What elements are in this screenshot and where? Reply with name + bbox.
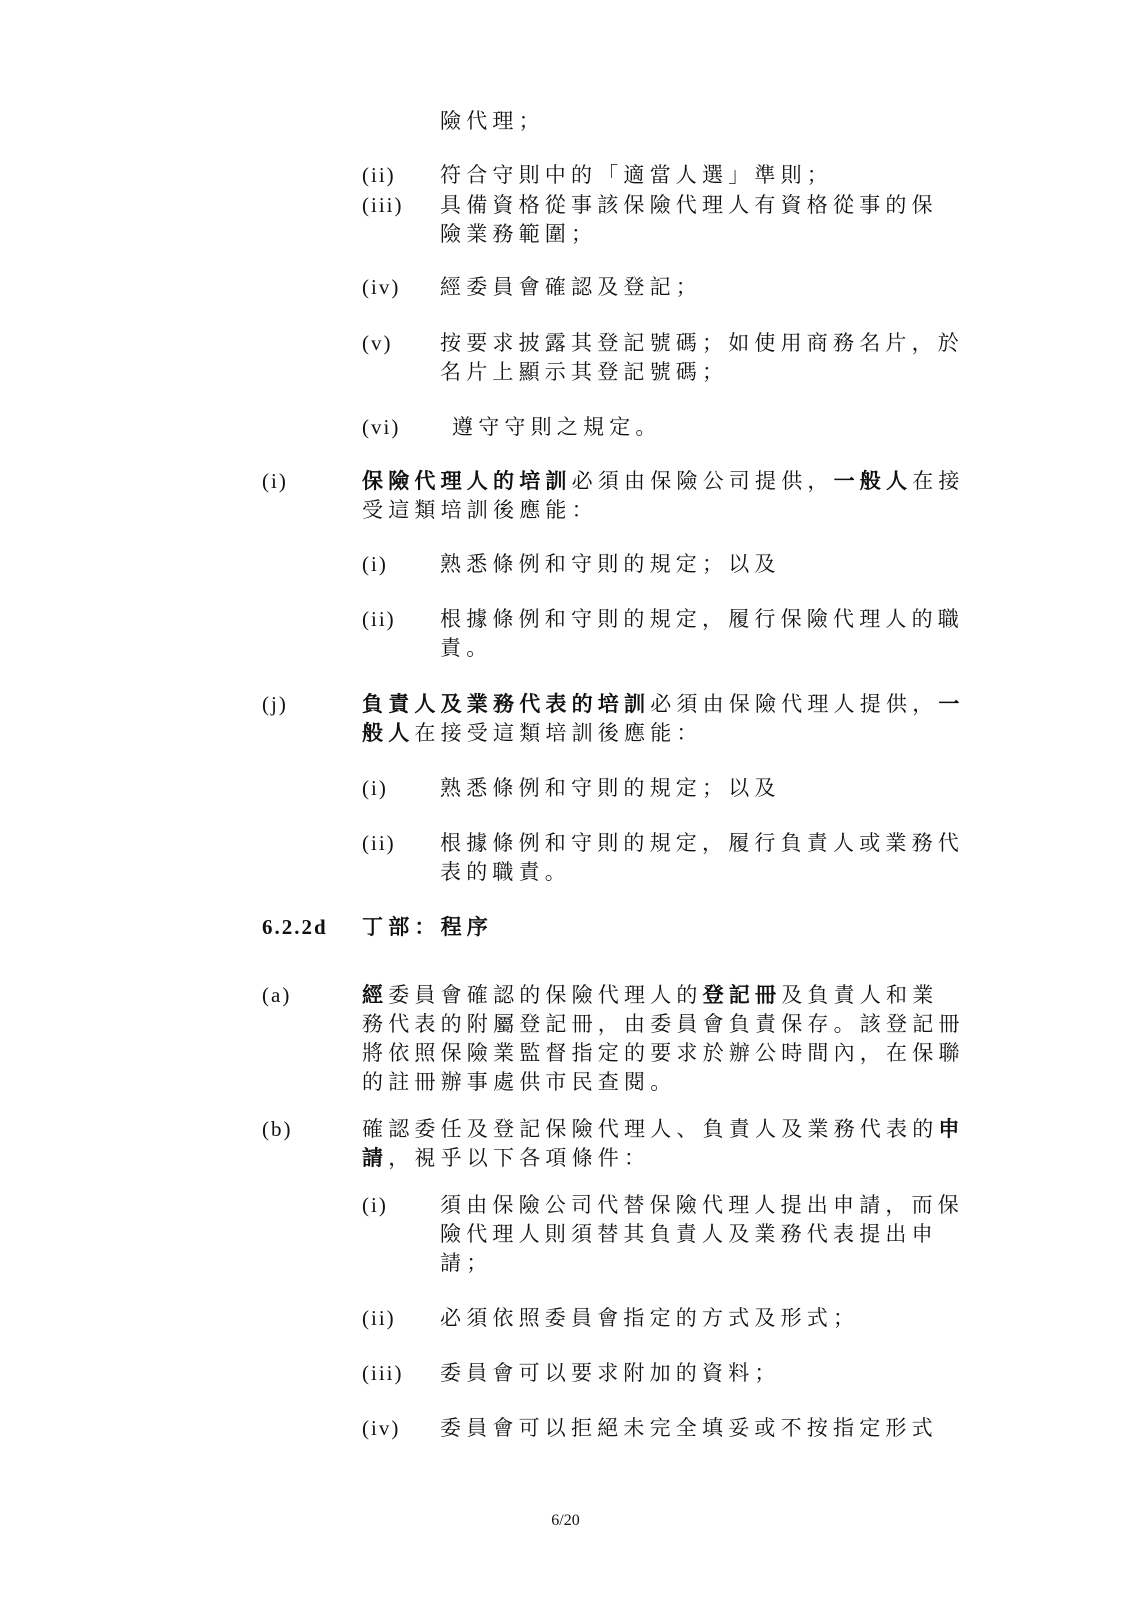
text-line: 符合守則中的「適當人選」準則； [440, 163, 833, 187]
text-run: 在接 [912, 469, 965, 493]
text-line: 將依照保險業監督指定的要求於辦公時間內，在保聯 [362, 1041, 965, 1065]
item-number: (iii) [362, 1361, 404, 1385]
text-line: 按要求披露其登記號碼；如使用商務名片，於 [440, 331, 964, 355]
item-number: (i) [362, 1193, 388, 1217]
text-line: 表的職責。 [440, 860, 571, 884]
text-line: 務代表的附屬登記冊，由委員會負責保存。該登記冊 [362, 1012, 965, 1036]
item-number: (ii) [362, 1306, 396, 1330]
bold-term: 一般人 [833, 468, 913, 493]
text-line: 委員會可以拒絕未完全填妥或不按指定形式 [440, 1416, 938, 1440]
text-line: 的註冊辦事處供市民查閱。 [362, 1070, 677, 1094]
bold-term: 請 [362, 1145, 389, 1170]
text-line: 須由保險公司代替保險代理人提出申請，而保 [440, 1193, 964, 1217]
text-run: 委員會確認的保險代理人的 [388, 983, 703, 1007]
text-line [362, 718, 703, 748]
item-number: (iv) [362, 275, 401, 299]
text-line [362, 689, 965, 719]
bold-term: 負責人及業務代表的培訓 [362, 691, 651, 716]
text-line: 根據條例和守則的規定，履行負責人或業務代 [440, 831, 964, 855]
text-line: 險業務範圍； [440, 222, 598, 246]
clause-number: (j) [262, 692, 288, 716]
item-number: (ii) [362, 607, 396, 631]
item-number: (iv) [362, 1416, 401, 1440]
bold-term: 經 [362, 982, 389, 1007]
text-line: 遵守守則之規定。 [452, 415, 662, 439]
text-line: 熟悉條例和守則的規定；以及 [440, 552, 781, 576]
text-run: 必須由保險代理人提供， [650, 692, 939, 716]
item-number: (i) [362, 552, 388, 576]
clause-number: (a) [262, 983, 292, 1007]
item-number: (ii) [362, 831, 396, 855]
clause-number: (b) [262, 1117, 293, 1141]
item-number: (ii) [362, 163, 396, 187]
section-number: 6.2.2d [262, 915, 328, 939]
text-line: 熟悉條例和守則的規定；以及 [440, 776, 781, 800]
text-line: 根據條例和守則的規定，履行保險代理人的職 [440, 607, 964, 631]
text-run: ，視乎以下各項條件： [388, 1146, 651, 1170]
bold-term: 登記冊 [702, 982, 782, 1007]
text-line: 險代理； [440, 109, 545, 133]
item-number: (v) [362, 331, 393, 355]
text-line [362, 1143, 650, 1173]
item-number: (i) [362, 776, 388, 800]
text-line [362, 466, 965, 496]
text-run: 確認委任及登記保險代理人、負責人及業務代表的 [362, 1117, 939, 1141]
bold-term: 申 [938, 1116, 965, 1141]
text-line: 請； [440, 1251, 493, 1275]
page-number: 6/20 [551, 1512, 580, 1529]
text-line: 經委員會確認及登記； [440, 275, 702, 299]
text-line: 責。 [440, 636, 493, 660]
bold-term: 般人 [362, 720, 415, 745]
text-line: 委員會可以要求附加的資料； [440, 1361, 781, 1385]
bold-term: 保險代理人的培訓 [362, 468, 572, 493]
text-run: 必須由保險公司提供， [571, 469, 834, 493]
text-line: 險代理人則須替其負責人及業務代表提出申 [440, 1222, 938, 1246]
item-number: (iii) [362, 193, 404, 217]
text-line [362, 1114, 965, 1144]
clause-number: (i) [262, 469, 288, 493]
bold-term: 一 [938, 691, 965, 716]
text-line: 受這類培訓後應能： [362, 498, 598, 522]
text-line: 必須依照委員會指定的方式及形式； [440, 1306, 860, 1330]
text-run: 及負責人和業 [781, 983, 939, 1007]
item-number: (vi) [362, 415, 401, 439]
text-line: 具備資格從事該保險代理人有資格從事的保 [440, 193, 938, 217]
section-title: 丁部：程序 [362, 914, 493, 939]
text-line [362, 980, 938, 1010]
text-line: 名片上顯示其登記號碼； [440, 360, 729, 384]
text-run: 在接受這類培訓後應能： [414, 721, 703, 745]
